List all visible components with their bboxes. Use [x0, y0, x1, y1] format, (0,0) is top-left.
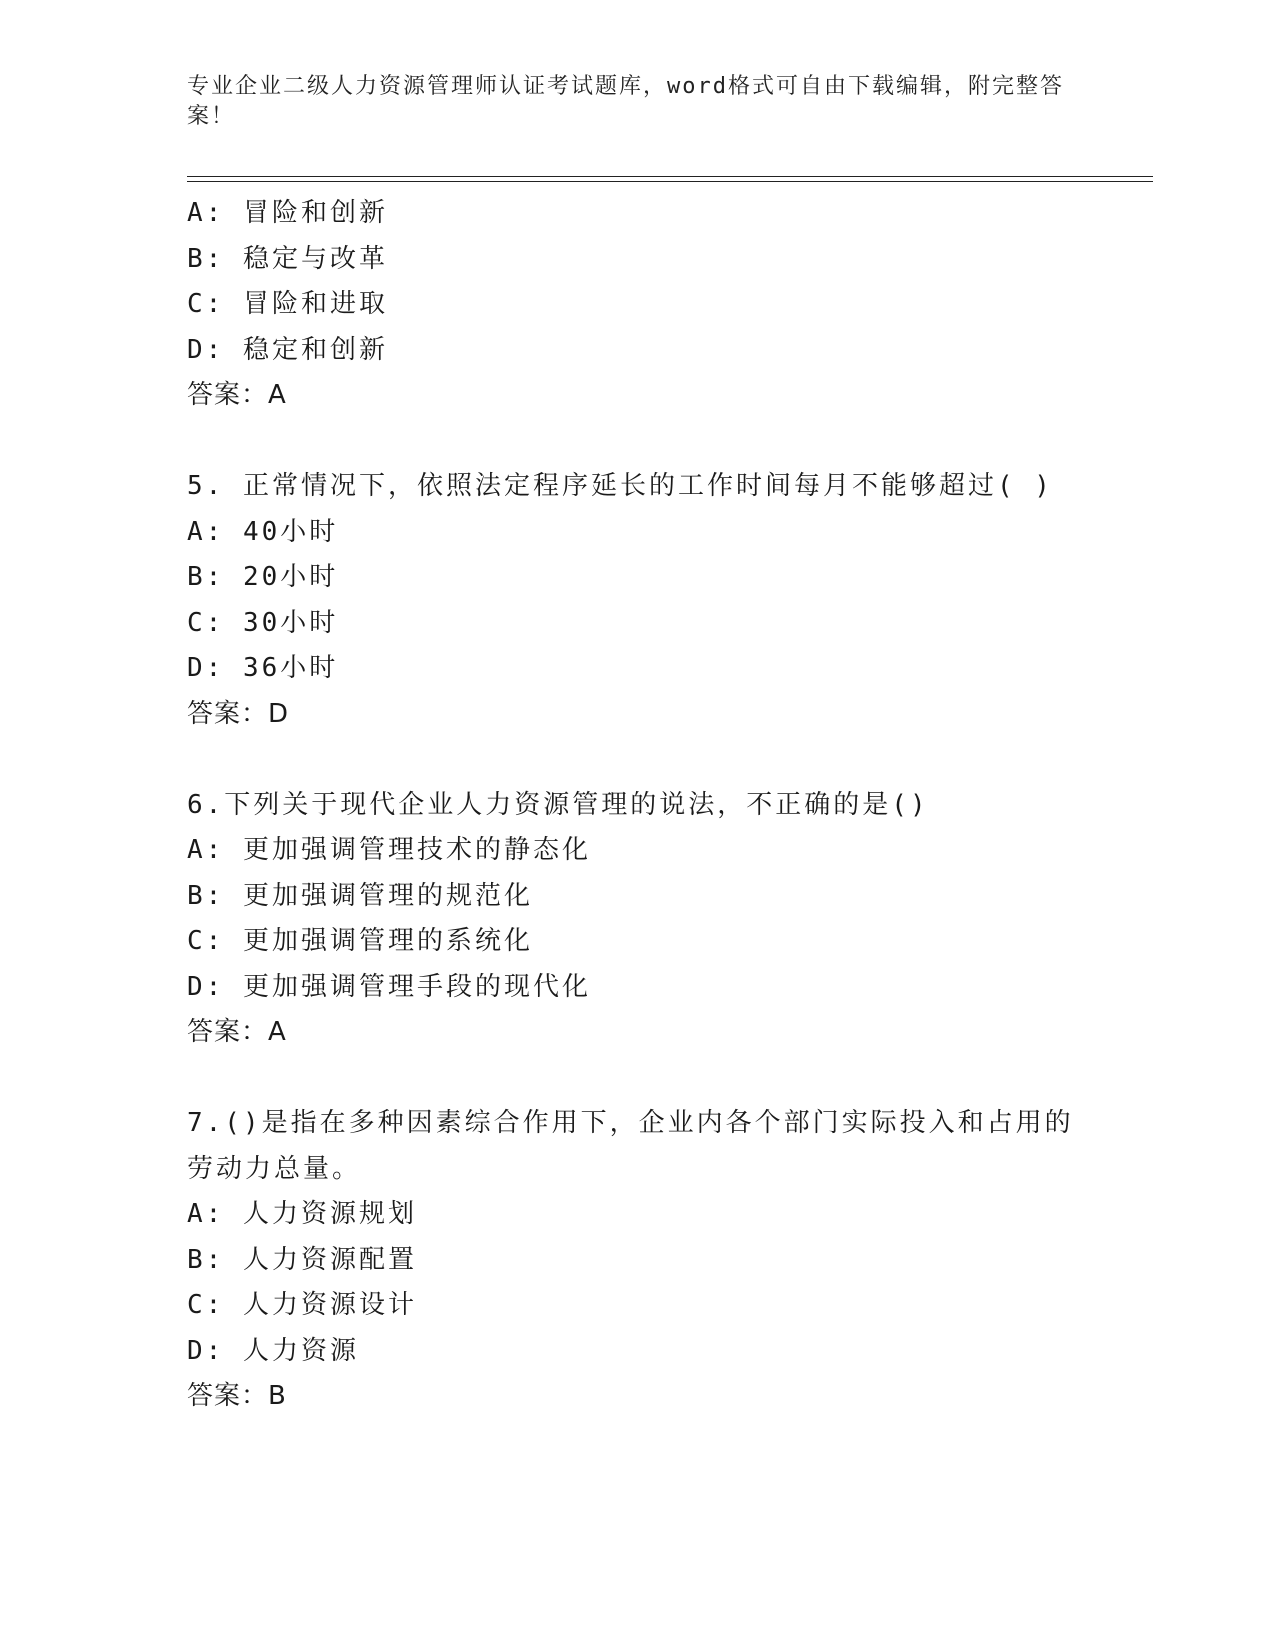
option-c: C: 30小时 [187, 607, 339, 638]
question-block-7 [187, 1101, 1087, 1420]
spacer [187, 1056, 1087, 1102]
option-d: D: 稳定和创新 [187, 334, 388, 365]
option-a: A: 40小时 [187, 516, 339, 547]
option-c: C: 冒险和进取 [187, 289, 388, 319]
option-d: D: 更加强调管理手段的现代化 [187, 971, 591, 1002]
question-list [187, 191, 1087, 1420]
question-stem: 5. 正常情况下，依照法定程序延长的工作时间每月不能够超过( ) [187, 471, 1053, 501]
question-block-6 [187, 783, 1087, 1056]
question-stem: 6.下列关于现代企业人力资源管理的说法，不正确的是() [187, 789, 929, 820]
spacer [187, 737, 1087, 783]
option-d: D: 人力资源 [187, 1335, 359, 1366]
option-b: B: 稳定与改革 [187, 243, 388, 274]
option-b: B: 20小时 [187, 562, 339, 592]
spacer [187, 419, 1087, 465]
option-d: D: 36小时 [187, 653, 339, 683]
answer-label: 答案：D [187, 698, 290, 729]
answer-label: 答案：A [187, 1017, 287, 1047]
option-a: A: 人力资源规划 [187, 1199, 417, 1229]
question-block-prev [187, 191, 1087, 419]
answer-label: 答案：B [187, 1381, 287, 1411]
header-rule-top [187, 176, 1153, 177]
option-a: A: 冒险和创新 [187, 198, 388, 228]
header-rule-bottom [187, 181, 1153, 182]
option-b: B: 人力资源配置 [187, 1244, 417, 1275]
page-header: 专业企业二级人力资源管理师认证考试题库，word格式可自由下载编辑，附完整答案！ [187, 74, 1064, 129]
option-b: B: 更加强调管理的规范化 [187, 880, 533, 911]
answer-label: 答案：A [187, 380, 287, 410]
question-stem-line-1: 7.()是指在多种因素综合作用下，企业内各个部门实际投入和占用的 [187, 1108, 1074, 1138]
option-c: C: 更加强调管理的系统化 [187, 926, 533, 956]
question-block-5 [187, 464, 1087, 737]
option-a: A: 更加强调管理技术的静态化 [187, 835, 591, 865]
option-c: C: 人力资源设计 [187, 1290, 417, 1320]
question-stem-line-2: 劳动力总量。 [187, 1153, 362, 1184]
